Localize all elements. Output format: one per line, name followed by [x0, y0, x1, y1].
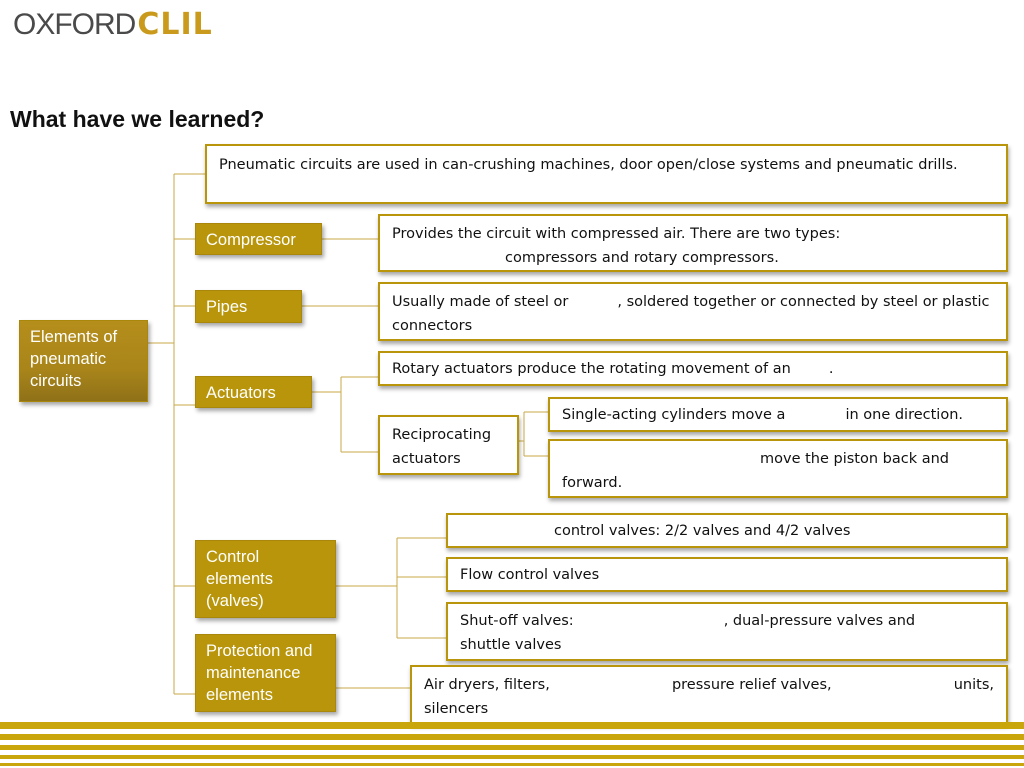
footer-stripes: [0, 722, 1024, 768]
footer-stripe: [0, 755, 1024, 759]
pipes-text-a: Usually made of steel or: [392, 294, 569, 310]
footer-stripe: [0, 745, 1024, 750]
control-label: Control elements (valves): [206, 548, 273, 610]
pipes-node: [195, 290, 302, 323]
shutoff-valves-box: [446, 602, 1008, 661]
compressor-label: Compressor: [206, 231, 296, 249]
shutoff-text-a: Shut-off valves:: [460, 613, 574, 629]
double-text-a: move the piston back and: [760, 451, 950, 467]
rotary-text-a: Rotary actuators produce the rotating movement of an: [392, 361, 791, 377]
root-label: Elements of pneumatic circuits: [30, 328, 118, 390]
compressor-node: [195, 223, 322, 255]
protection-text-b: pressure relief valves,: [671, 677, 832, 693]
directional-valves-box: [446, 513, 1008, 548]
rotary-actuators-box: [378, 351, 1008, 386]
footer-stripe: [0, 734, 1024, 740]
compressor-box: [378, 214, 1008, 272]
footer-stripe: [0, 722, 1024, 729]
single-text-b: in one direction.: [845, 407, 964, 423]
rotary-text-b: .: [828, 361, 834, 377]
protection-box: [410, 665, 1008, 724]
compressor-text-line1: Provides the circuit with compressed air. There are two types:: [392, 226, 841, 242]
shutoff-text-c: shuttle valves: [460, 637, 562, 653]
shutoff-text-b: , dual-pressure valves and: [723, 613, 916, 629]
protection-text-c: units,: [953, 677, 994, 693]
pipes-label: Pipes: [206, 298, 248, 316]
logo-oxford-text: OXFORD: [13, 8, 136, 41]
intro-text: Pneumatic circuits are used in can-crushing machines, door open/close systems and pneumatic drills.: [219, 157, 958, 173]
logo-clil-text: CLIL: [137, 7, 213, 42]
flow-control-box: [446, 557, 1008, 592]
actuators-label: Actuators: [206, 384, 276, 402]
reciprocating-label: Reciprocating actuators: [392, 427, 492, 467]
compressor-text-line2: compressors and rotary compressors.: [505, 250, 779, 266]
reciprocating-actuators-box: [378, 415, 519, 475]
directional-text: control valves: 2/2 valves and 4/2 valves: [554, 523, 851, 539]
protection-text-a: Air dryers, filters,: [424, 677, 550, 693]
pipes-box: [378, 282, 1008, 341]
protection-label: Protection and maintenance elements: [206, 642, 313, 704]
pipes-text-b: , soldered together or connected by steel or plastic connectors: [392, 294, 990, 334]
double-text-b: forward.: [562, 475, 623, 491]
root-node: [19, 320, 148, 402]
single-text-a: Single-acting cylinders move a: [562, 407, 786, 423]
protection-node: [195, 634, 336, 712]
flow-text: Flow control valves: [460, 567, 600, 583]
protection-text-d: silencers: [424, 701, 489, 717]
control-elements-node: [195, 540, 336, 618]
footer-stripe: [0, 763, 1024, 766]
intro-box: [205, 144, 1008, 204]
slide-title: What have we learned?: [10, 106, 265, 132]
actuators-node: [195, 376, 312, 408]
double-acting-box: [548, 439, 1008, 498]
single-acting-box: [548, 397, 1008, 432]
